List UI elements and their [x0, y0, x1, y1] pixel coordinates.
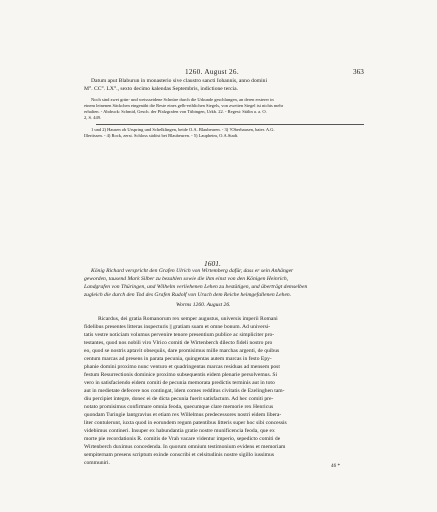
- document-number: 1601.: [204, 259, 221, 268]
- body-line: Ricardus, dei gratia Romanorum rex semper augustus, universis imperii Romani: [98, 316, 278, 322]
- prev-note-line: Noch sind zwei grün- und weissseidene Schnüre durch die Urkunde geschlungen, an deren ersterer in: [91, 97, 274, 102]
- body-line: testantes, quod nos nobili viro Vlrico comiti de Wirtenberch dilecto fideli nostro pro: [84, 340, 273, 346]
- body-line: tatis vestre noticiam volumus pervenire tenore presentium publice ac simpliciter pro-: [84, 332, 275, 338]
- summary-line: Landgrafen von Thüringen, und Wilhelm verliehenen Lehen zu bestätigen, und überträgt demselben: [84, 284, 308, 290]
- summary-line: zugleich die durch den Tod des Grafen Rudolf von Urach dem Reiche heimgefallenen Lehen.: [84, 292, 292, 298]
- body-line: centum marcas ad presens in parata pecunia, quingentas autem marcas in festo Epy-: [84, 356, 272, 362]
- signature-mark: 46 *: [331, 463, 341, 469]
- place-date: Worms 1260. August 26.: [176, 302, 231, 308]
- body-line: quondam Turingie lantgravius et etiam rex Willelmus predecessores nostri eidem libera-: [84, 412, 282, 418]
- body-line: fidelibus presentes litteras inspecturis || gratiam suam et omne bonum. Ad universi-: [84, 324, 271, 330]
- running-head-date: 1260. August 26.: [185, 68, 239, 76]
- prev-note-line: einem leinenen Säckchen eingenäht die Reste eines gelb-erthlichen Siegels, von zweiten Siegel ist nichts mehr: [84, 103, 284, 108]
- body-line: festum Resurrectionis dominice proximo subsequentis eidem plenarie persolvemus. Si: [84, 372, 278, 378]
- body-line: morte pie recordationis R. comitis de Vrah vacare videntur imperio, sepedicto comiti de: [84, 436, 281, 442]
- body-line: eo, quod se nostris aptavit obsequiis, dare promisimus mille marchas argenti, de quibus: [84, 348, 280, 354]
- page-number: 363: [353, 68, 364, 76]
- body-line: phanie domini proximo nunc venturo et quadringentas marcas residuas ad mensem post: [84, 364, 280, 370]
- body-line: sempiternam presens scriptum exinde conscribi et celsitudinis nostre sigillo iussimus: [84, 452, 275, 458]
- body-line: communiri.: [84, 460, 110, 466]
- footnote-rule: [96, 124, 364, 125]
- body-line: liter contulerunt, iuxta quod in eorundem regum patentibus litteris super hoc sibi concessis: [84, 420, 287, 426]
- prev-text-line: M°. CC°. LX°., sexto decimo kalendas Septembris, indictione tercia.: [84, 86, 238, 92]
- body-line: diu percipiet integre, donec ei de dicta pecunia fuerit satisfactum. Ad hec comiti pre-: [84, 396, 274, 402]
- body-line: Wirtenberch duximus concedenda. In quorum omnium testimonium evidens et memoriam: [84, 444, 286, 450]
- prev-note-line: 2, S. 449.: [84, 115, 102, 120]
- body-line: videbimus contineri. Insuper ex habundantia gratie nostre munificencia feoda, que ex: [84, 428, 275, 434]
- prev-footnote-line: 1 und 2) Hausen ob Urspring und Schelklingen, beide O.A. Blaubeuren. - 3) ?Oberhausen, baier. A.G.: [91, 127, 275, 132]
- body-line: vero in satisfaciendo eidem comiti de pecunia memorata predictis terminis aut in toto: [84, 380, 275, 386]
- summary-line: geworden, tausend Mark Silber zu bezahlen sowie die ihm einst von den Königen Heinrich,: [84, 276, 289, 282]
- summary-line: König Richard verspricht den Grafen Ulrich von Wirtemberg dafür, dass er sein Anhänger: [91, 268, 294, 274]
- prev-footnote-line: Illertissen. - 4) Rock, zerst. Schloss südöst bei Blaubeuren. - 5) Laupheim, O.A.Stadt.: [84, 133, 239, 138]
- body-line: notato promisimus confirmare omnia feoda, quecumque clare memorie rex Henricus: [84, 404, 274, 410]
- body-line: aut in medietate defecere nos contingat, idem comes redditus civitatis de Ezelinghen tam-: [84, 388, 285, 394]
- prev-note-line: erhalten. - Abdruck: Schmid, Gesch. der Pfalzgrafen von Tübingen, Urkb. 22. - Regest: Stälin a. a. O.: [84, 109, 267, 114]
- prev-text-line: Datum aput Blaburun in monasterio sive claustro sancti Iohannis, anno domini: [91, 78, 268, 84]
